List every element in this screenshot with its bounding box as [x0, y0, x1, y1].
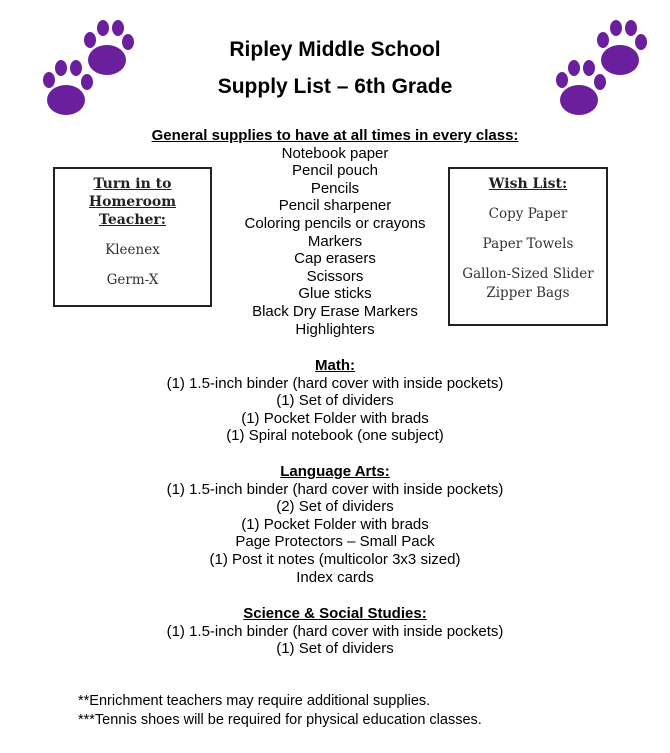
- list-item: (1) 1.5-inch binder (hard cover with inside pockets): [166, 622, 504, 640]
- list-item: (1) 1.5-inch binder (hard cover with inside pockets): [166, 374, 504, 392]
- list-item: Scissors: [306, 267, 364, 285]
- math-section: [0, 357, 670, 445]
- homeroom-box: [53, 167, 212, 307]
- school-name: Ripley Middle School: [229, 38, 441, 61]
- language-arts-heading: Language Arts:: [280, 463, 390, 480]
- wish-list-item: Copy Paper: [488, 206, 568, 222]
- wish-list-box: [448, 167, 608, 326]
- list-item: Pencil sharpener: [278, 197, 392, 215]
- list-item: (1) 1.5-inch binder (hard cover with inside pockets): [166, 480, 504, 498]
- science-heading: Science & Social Studies:: [243, 605, 427, 622]
- list-item: (1) Post it notes (multicolor 3x3 sized): [209, 550, 461, 568]
- list-item: Index cards: [296, 568, 374, 586]
- list-item: Page Protectors – Small Pack: [235, 533, 435, 551]
- list-item: Cap erasers: [294, 250, 376, 268]
- list-item: (1) Set of dividers: [276, 640, 394, 658]
- math-heading: Math:: [315, 357, 355, 374]
- language-arts-section: [0, 463, 670, 586]
- list-item: (1) Set of dividers: [276, 392, 394, 410]
- homeroom-item: Germ-X: [106, 272, 159, 288]
- footnotes: [78, 692, 482, 729]
- footnote: **Enrichment teachers may require additional supplies.: [78, 693, 431, 709]
- paw-print-icon-left: [40, 12, 135, 117]
- homeroom-item: Kleenex: [105, 242, 160, 258]
- homeroom-heading-line: Turn in to: [93, 176, 172, 192]
- wish-list-item: Paper Towels: [482, 236, 574, 252]
- list-item: Notebook paper: [281, 144, 389, 162]
- list-item: (2) Set of dividers: [276, 498, 394, 516]
- list-item: Highlighters: [295, 320, 375, 338]
- list-item: Pencil pouch: [292, 162, 378, 180]
- wish-list-item: Gallon-Sized Slider: [462, 266, 594, 282]
- page-title: Supply List – 6th Grade: [217, 75, 453, 98]
- homeroom-heading-line: Teacher:: [99, 212, 166, 228]
- list-item: Markers: [307, 232, 363, 250]
- list-item: Coloring pencils or crayons: [244, 214, 426, 232]
- wish-list-heading: Wish List:: [488, 176, 568, 192]
- homeroom-heading-line: Homeroom: [88, 194, 177, 210]
- science-section: [0, 605, 670, 658]
- paw-print-icon-right: [553, 12, 648, 117]
- list-item: Glue sticks: [298, 285, 372, 303]
- wish-list-item: Zipper Bags: [486, 285, 570, 301]
- list-item: Pencils: [310, 179, 360, 197]
- list-item: (1) Pocket Folder with brads: [241, 515, 429, 533]
- general-supplies-heading: General supplies to have at all times in every class:: [151, 127, 519, 144]
- list-item: (1) Pocket Folder with brads: [241, 409, 429, 427]
- list-item: Black Dry Erase Markers: [252, 302, 418, 320]
- list-item: (1) Spiral notebook (one subject): [226, 427, 444, 445]
- footnote: ***Tennis shoes will be required for physical education classes.: [78, 711, 482, 728]
